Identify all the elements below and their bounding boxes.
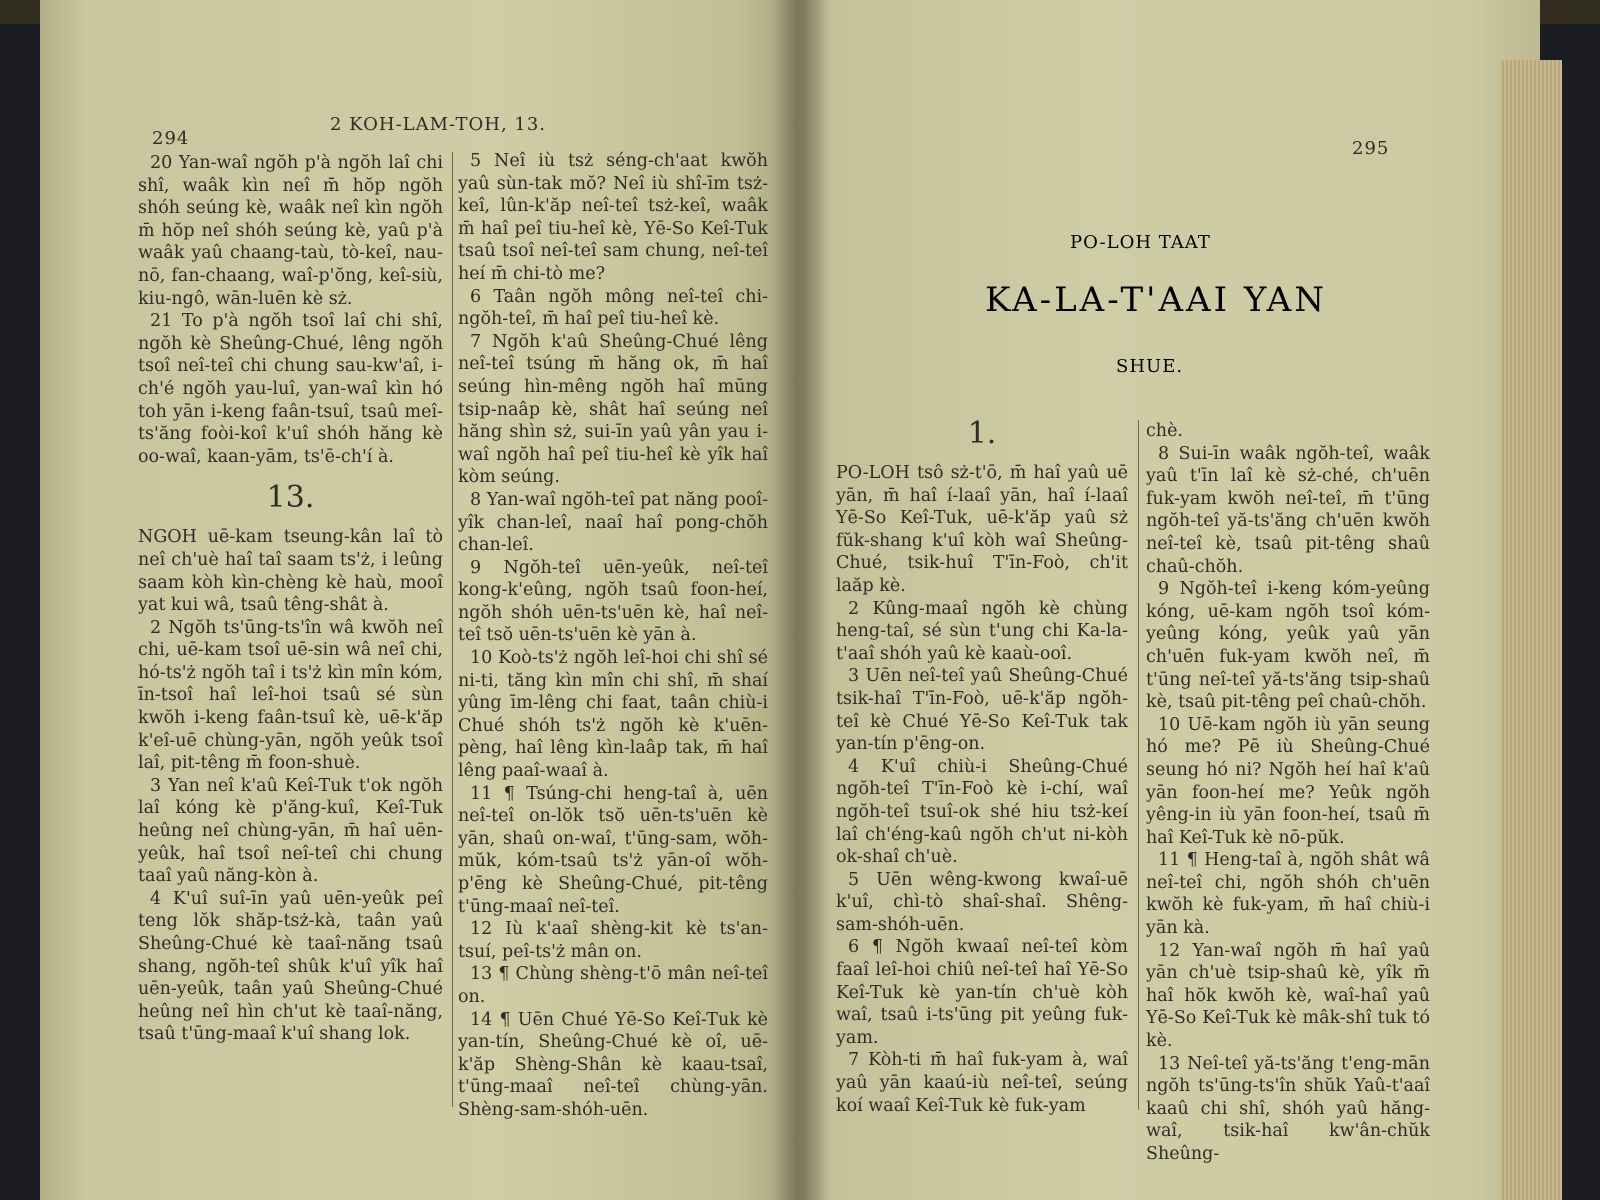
verse: 14 ¶ Uēn Chué Yē-So Keî-Tuk kè yan-tín, Sheûng-Chué kè oî, uē-k'ăp Shèng-Shân kè kaau-tsaî, t'ūng-maaî neî-teî chùng-yān. Shèng-sam-shóh-uēn. [458, 1009, 768, 1120]
verse: 5 Neî iù tsż séng-ch'aat kwŏh yaû sùn-tak mŏ? Neî iù shî-īm tsż-keî, lûn-k'ăp neî-teî tsż-keî, waâk m̄ haî peî tiu-heî kè, Yē-So Keî-Tuk tsaû tsoî neî-teî sam chung, neî-teî heí m̄ chi-tò me? [458, 151, 768, 284]
verse: 7 Kòh-ti m̄ haî fuk-yam à, waî yaû yān kaaú-iù neî-teî, seúng koí waaî Keî-Tuk kè fuk-yam [836, 1050, 1128, 1116]
book-title: KA-LA-T'AAI YAN [985, 280, 1327, 320]
right-column-2 [1146, 420, 1430, 1166]
verse: chè. [1146, 421, 1183, 441]
verse: 2 Ngŏh ts'ūng-ts'în wâ kwŏh neî chi, uē-kam tsoî uē-sin wâ neî chi, hó-ts'ż ngŏh taî i ts'ż kìn mîn kóm, īn-tsoî haî leî-hoi tsaû sé sùn kwŏh i-keng faân-tsuî kè, uē-k'ăp k'eî-uē chùng-yān, ngŏh yeûk tsoî laî, pit-têng m̄ foon-shuè. [138, 617, 443, 774]
book-subtitle: SHUE. [1116, 356, 1184, 377]
page-number: 294 [152, 128, 190, 149]
verse: 3 Yan neî k'aû Keî-Tuk t'ok ngŏh laî kóng kè p'ăng-kuî, Keî-Tuk heûng neî chùng-yān, m̄ haî uēn-yeûk, haî tsoî neî-teî chi chung taaî yaû năng-kòn à. [138, 775, 443, 887]
verse: 21 To p'à ngŏh tsoî laî chi shî, ngŏh kè Sheûng-Chué, lêng ngŏh tsoî neî-teî chi chung sau-kw'aî, i-ch'é ngŏh yau-luî, yan-waî kìn hó toh yān i-keng faân-tsuî, tsaû meî-ts'ăng foòi-koî k'uî shóh hăng kè oo-waî, kaan-yām, ts'ē-ch'í à. [138, 311, 443, 467]
right-column-1 [836, 410, 1128, 1117]
verse: PO-LOH tsô sż-t'ō, m̄ haî yaû uē yān, m̄ haî í-laaî yān, haî í-laaî Yē-So Keî-Tuk, uē-k'ăp yaû sż fŭk-shang k'uî kòh waî Sheûng-Chué, tsik-huî T'īn-Foò, ch'it laăp kè. [836, 463, 1128, 596]
chapter-number: 13. [266, 480, 315, 516]
verse: 4 K'uî suî-īn yaû uēn-yeûk peî teng lŏk shăp-tsż-kà, taân yaû Sheûng-Chué kè taaî-năng tsaû shang, ngŏh-teî shûk k'uî yîk haî uēn-yeûk, taân yaû Sheûng-Chué heûng neî hìn ch'ut kè taaî-năng, tsaû t'ūng-maaî k'uî shang lok. [138, 888, 443, 1045]
verse: 11 ¶ Heng-taî à, ngŏh shât wâ neî-teî chi, ngŏh shóh ch'uēn kwŏh kè fuk-yam, m̄ haî chiù-i yān kà. [1146, 850, 1430, 939]
verse: 4 K'uî chiù-i Sheûng-Chué ngŏh-teî T'īn-Foò kè i-chí, waî ngŏh-teî tsuî-ok shé hiu tsż-keí laî ch'éng-kaû ngŏh ch'ut ni-kòh ok-shaî ch'uè. [836, 756, 1128, 868]
left-column-2 [458, 150, 768, 1122]
page-number: 295 [1352, 138, 1390, 159]
running-head: 2 KOH-LAM-TOH, 13. [330, 114, 547, 135]
verse: 20 Yan-waî ngŏh p'à ngŏh laî chi shî, waâk kìn neî m̄ hŏp ngŏh shóh seúng kè, waâk neî kìn ngŏh m̄ hŏp neî shóh seúng kè, yaû p'à waâk yaû chaang-taù, tò-keî, nau-nō, fan-chaang, waî-p'ŏng, keî-siù, kiu-ngô, wān-luēn kè sż. [138, 153, 443, 309]
gutter-shadow [770, 0, 830, 1200]
chapter-number: 1. [967, 416, 997, 451]
verse: 9 Ngŏh-teî uēn-yeûk, neî-teî kong-k'eûng, ngŏh tsaû foon-heí, ngŏh shóh uēn-ts'uēn kè, haî neî-teî tsŏ uēn-ts'uēn kè yān à. [458, 557, 768, 646]
verse: NGOH uē-kam tseung-kân laî tò neî ch'uè haî taî saam ts'ż, i leûng saam kòh kìn-chèng kè haù, mooî yat kui wâ, tsaû têng-shât à. [138, 527, 443, 616]
verse: 5 Uēn wêng-kwong kwaî-uē k'uî, chì-tò shaî-shaî. Shêng-sam-shóh-uēn. [836, 869, 1128, 935]
verse: 12 Iù k'aaî shèng-kit kè ts'an-tsuí, peî-ts'ż mân on. [458, 919, 768, 962]
verse: 8 Yan-waî ngŏh-teî pat năng pooî-yîk chan-leî, naaî haî pong-chŏh chan-leî. [458, 489, 768, 556]
right-page [796, 0, 1540, 1200]
verse: 7 Ngŏh k'aû Sheûng-Chué lêng neî-teî tsúng m̄ hăng ok, m̄ haî seúng hìn-mêng ngŏh haî mūng tsip-naâp kè, shât haî seúng neî hăng shìn sż, sui-īn yaû yân yau i-waî ngŏh haî peî tiu-heî kè yîk haî kòm seúng. [458, 331, 768, 488]
verse: 13 Neî-teî yă-ts'ăng t'eng-mān ngŏh ts'ūng-ts'în shŭk Yaû-t'aaî kaaû chi shî, shóh yaû hăng-waî, tsik-haî kw'ân-chŭk Sheûng- [1146, 1053, 1430, 1164]
verse: 10 Uē-kam ngŏh iù yān seung hó me? Pē iù Sheûng-Chué seung hó ni? Ngŏh heí haî k'aû yān foon-heí me? Yeûk ngŏh yêng-in iù yān foon-heí, tsaû m̄ haî Keî-Tuk kè nō-pŭk. [1146, 714, 1430, 848]
book-author-heading: PO-LOH TAAT [1070, 232, 1211, 253]
verse: 6 Taân ngŏh mông neî-teî chi-ngŏh-teî, m̄ haî peî tiu-heî kè. [458, 286, 768, 330]
verse: 3 Uēn neî-teî yaû Sheûng-Chué tsik-haî T'īn-Foò, uē-k'ăp ngŏh-teî kè Chué Yē-So Keî-Tuk tak yan-tín p'ēng-on. [836, 666, 1128, 755]
verse: 9 Ngŏh-teî i-keng kóm-yeûng kóng, uē-kam ngŏh tsoî kóm-yeûng kóng, yeûk yaû yān ch'uēn fuk-yam kwŏh neî, m̄ t'ūng neî-teî yă-ts'ăng tsip-shaû kè, tsaû pit-têng peî chaû-chŏh. [1146, 579, 1430, 713]
column-rule [1138, 420, 1139, 1110]
verse: 6 ¶ Ngŏh kwaaî neî-teî kòm faaî leî-hoi chiû neî-teî haî Yē-So Keî-Tuk kè yan-tín ch'uè kòh waî, tsaû i-ts'ūng pit yeûng fuk-yam. [836, 937, 1128, 1048]
left-page [40, 0, 796, 1200]
verse: 11 ¶ Tsúng-chi heng-taî à, uēn neî-teî on-lŏk tsŏ uēn-ts'uēn kè yān, shaû on-waî, t'ūng-sam, wŏh-mŭk, kóm-tsaû ts'ż yān-oî wŏh-p'ēng kè Sheûng-Chué, pit-têng t'ūng-maaî neî-teî. [458, 783, 768, 917]
verse: 10 Koò-ts'ż ngŏh leî-hoi chi shî sé ni-ti, tăng kìn mîn chi shî, m̄ shaí yûng īm-lêng chi faat, taân chiù-i Chué shóh ts'ż ngŏh kè k'uēn-pèng, haî lêng kìn-laâp tak, m̄ haî lêng paaî-waaî à. [458, 648, 768, 782]
verse: 8 Sui-īn waâk ngŏh-teî, waâk yaû t'īn laî kè sż-ché, ch'uēn fuk-yam kwŏh neî-teî, m̄ t'ūng ngŏh-teî yă-ts'ăng ch'uēn kwŏh neî-teî kè, tsaû pit-têng shaû chaû-chŏh. [1146, 443, 1430, 577]
verse: 2 Kûng-maaî ngŏh kè chùng heng-taî, sé sùn t'ung chi Ka-la-t'aaî shóh yaû kè kaaù-ooî. [836, 598, 1128, 664]
left-column-1 [138, 152, 443, 1046]
verse: 12 Yan-waî ngŏh m̄ haî yaû yān ch'uè tsip-shaû kè, yîk m̄ haî hŏk kwŏh kè, waî-haî yaû Yē-So Keî-Tuk kè mâk-shî tuk tó kè. [1146, 940, 1430, 1052]
column-rule [452, 152, 453, 1107]
page-edges [1500, 60, 1562, 1200]
verse: 13 ¶ Chùng shèng-t'ō mân neî-teî on. [458, 964, 768, 1007]
